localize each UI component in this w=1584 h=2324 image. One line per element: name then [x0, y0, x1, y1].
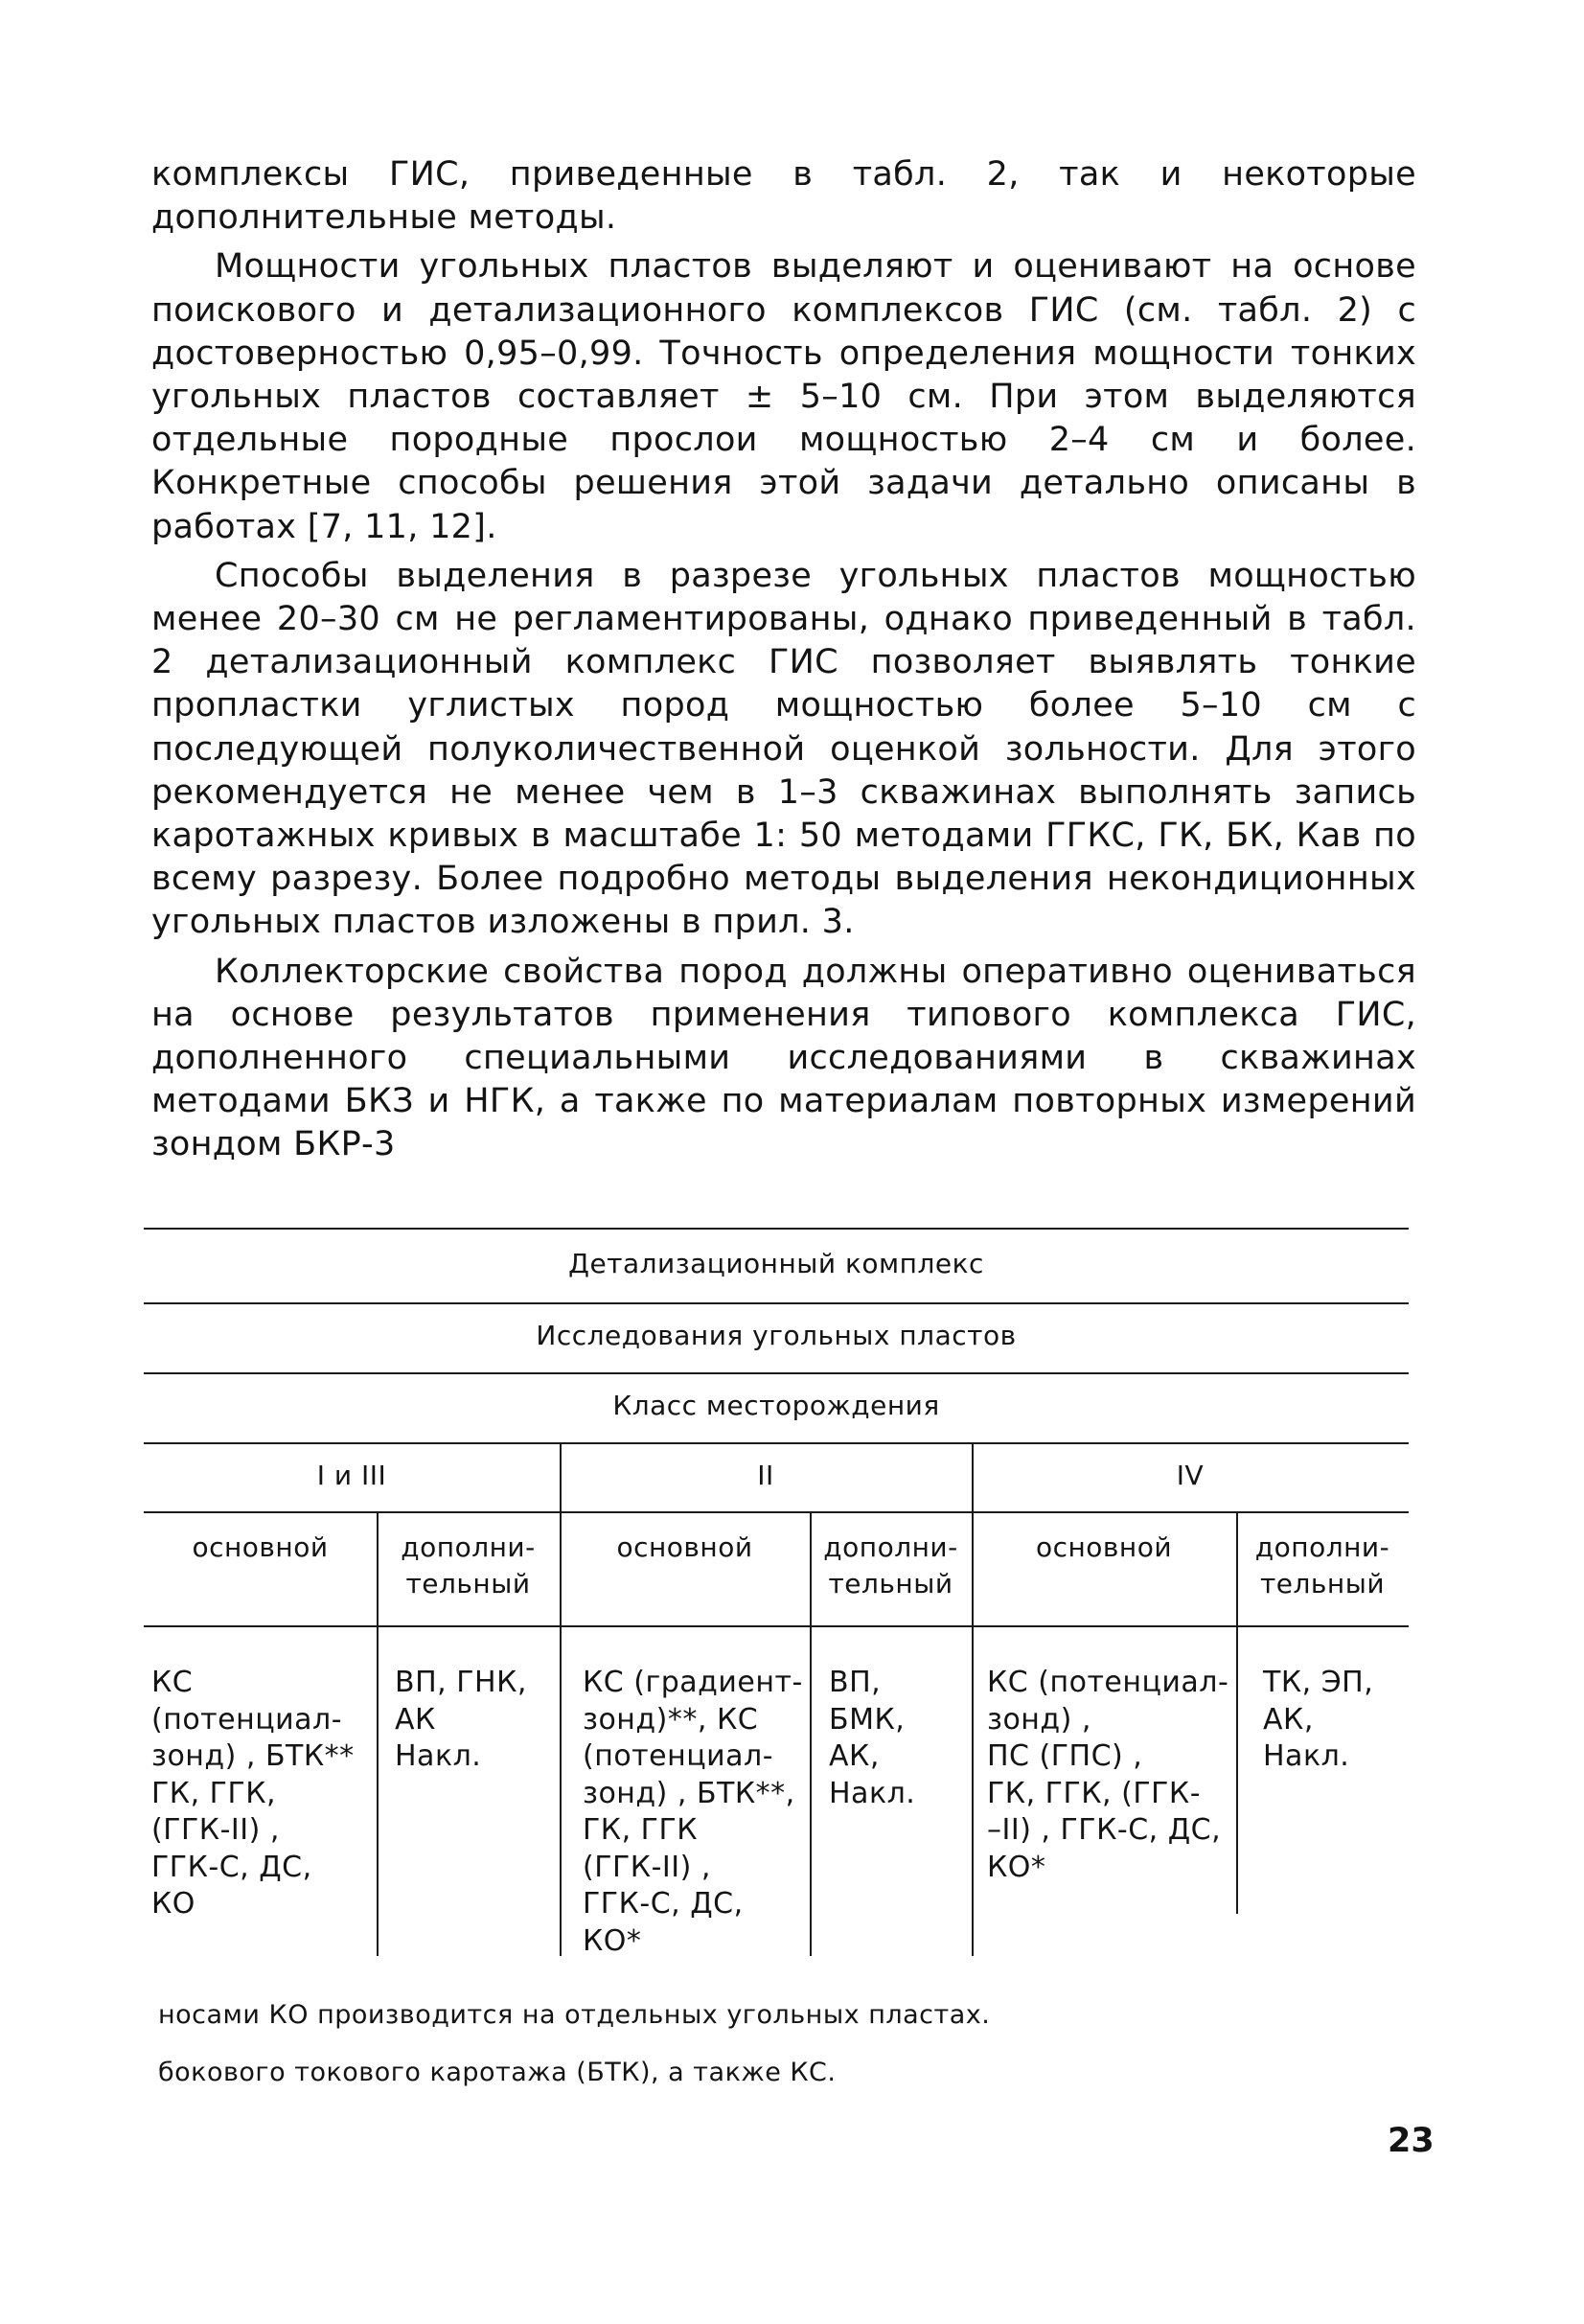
- footnote-1: носами КО производится на отдельных угольных пластах.: [158, 2000, 991, 2030]
- subheader-additional: дополни- тельный: [823, 1531, 958, 1599]
- table-rule: [144, 1442, 1409, 1444]
- table-cell: ТК, ЭП, АК, Накл.: [1263, 1666, 1374, 1773]
- table-col-divider: [972, 1442, 974, 1956]
- subheader-additional: дополни- тельный: [1254, 1531, 1390, 1599]
- paragraph-1: комплексы ГИС, приведенные в табл. 2, так и некоторые дополнительные методы.: [151, 155, 1416, 238]
- footnote-2: бокового токового каротажа (БТК), а также КС.: [158, 2058, 837, 2087]
- methods-table: [144, 1228, 1409, 1956]
- paragraph-3: Способы выделения в разрезе угольных пластов мощностью менее 20–30 см не регламентированы, однако приведенный в табл. 2 детализационный комплекс ГИС позволяет выявлять тонкие пропластки углистых пород мощностью более 5–10 см с последующей полуколичественной оценкой зольности. Для этого рекомендуется не менее чем в 1–3 скважинах выполнять запись каротажных кривых в масштабе 1: 50 методами ГГКС, ГК, БК, Кав по всему разрезу. Более подробно методы выделения некондиционных угольных пластов изложены в прил. 3.: [151, 556, 1416, 942]
- subheader-additional: дополни- тельный: [401, 1531, 536, 1599]
- subheader-main: основной: [1035, 1531, 1173, 1563]
- table-rule-top: [144, 1228, 1409, 1230]
- table-cell: ВП, ГНК, АК Накл.: [395, 1666, 527, 1773]
- body-text: [151, 153, 1416, 1173]
- class-col-4: IV: [1176, 1460, 1205, 1491]
- table-header-study: Исследования угольных пластов: [536, 1320, 1017, 1351]
- paragraph-2: Мощности угольных пластов выделяют и оценивают на основе поискового и детализационного комплексов ГИС (см. табл. 2) с достоверностью 0,95–0,99. Точность определения мощности тонких угольных пластов составляет ± 5–10 см. При этом выделяются отдельные породные прослои мощностью 2–4 см и более. Конкретные способы решения этой задачи детально описаны в работах [7, 11, 12].: [151, 247, 1416, 546]
- paragraph-4: Коллекторские свойства пород должны оперативно оцениваться на основе результатов применения типового комплекса ГИС, дополненного специальными исследованиями в скважинах методами БКЗ и НГК, а также по материалам повторных измерений зондом БКР-3: [151, 952, 1416, 1164]
- table-col-divider: [560, 1442, 562, 1956]
- class-col-1-3: I и III: [316, 1460, 387, 1491]
- table-rule: [144, 1302, 1409, 1304]
- table-cell: КС (потенциал- зонд) , ПС (ГПС) , ГК, ГГК, (ГГК- –II) , ГГК-С, ДС, КО*: [987, 1666, 1229, 1884]
- class-col-2: II: [757, 1460, 774, 1491]
- subheader-main: основной: [616, 1531, 753, 1563]
- table-cell: КС (потенциал- зонд) , БТК** ГК, ГГК, (ГГК-II) , ГГК-С, ДС, КО: [151, 1666, 355, 1921]
- table-header-class: Класс месторождения: [612, 1390, 940, 1421]
- table-rule: [144, 1511, 1409, 1513]
- table-cell: ВП, БМК, АК, Накл.: [829, 1666, 916, 1810]
- table-rule: [144, 1625, 1409, 1627]
- table-rule: [144, 1372, 1409, 1374]
- subheader-main: основной: [192, 1531, 329, 1563]
- table-header-complex: Детализационный комплекс: [568, 1248, 984, 1279]
- table-cell: КС (градиент- зонд)**, КС (потенциал- зонд) , БТК**, ГК, ГГК (ГГК-II) , ГГК-С, ДС, КО*: [583, 1666, 803, 1958]
- page-number: 23: [1388, 2122, 1435, 2160]
